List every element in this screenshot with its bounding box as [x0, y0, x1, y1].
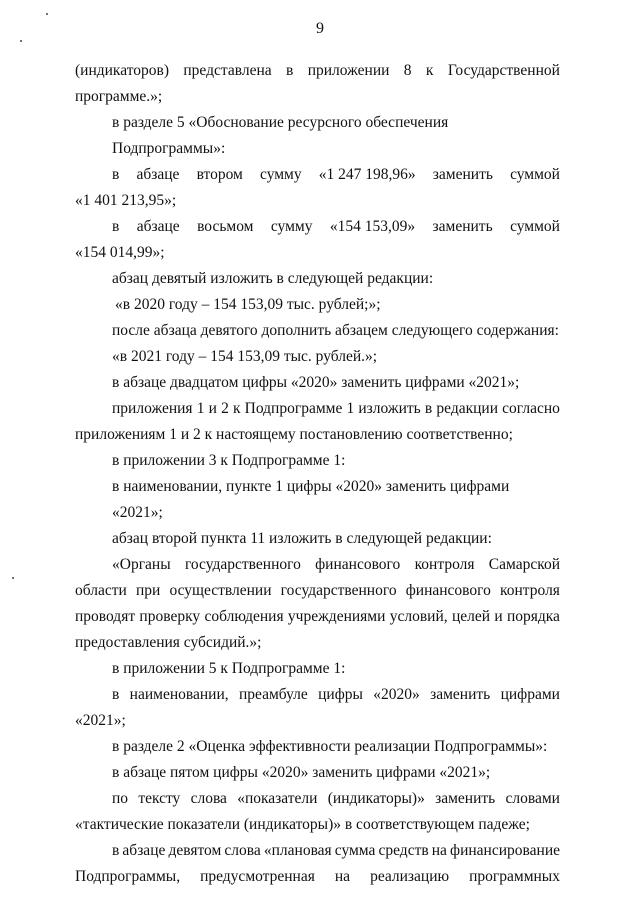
- word: области: [75, 582, 127, 599]
- word: на: [431, 842, 447, 859]
- word: финансирование: [450, 842, 560, 859]
- word: «Органы: [112, 556, 171, 573]
- word: при: [135, 582, 161, 599]
- paragraph-line: [75, 578, 560, 604]
- paragraph-line: «2021»;: [75, 712, 126, 729]
- paragraph: в разделе 5 «Обоснование ресурсного обеспечения Подпрограммы»:: [112, 114, 449, 157]
- word: суммой: [510, 166, 560, 183]
- paragraph: «в 2020 году – 154 153,09 тыс. рублей;»;: [115, 296, 381, 313]
- document-body: [75, 58, 560, 890]
- word: на: [334, 868, 351, 885]
- word: контроля: [414, 556, 475, 573]
- word: абзаце: [136, 166, 180, 183]
- word: сумму: [270, 218, 313, 235]
- paragraph-line: [75, 682, 560, 708]
- word: учреждениями: [287, 608, 386, 625]
- word: соблюдения: [204, 608, 284, 625]
- word: 1: [346, 400, 355, 417]
- word: «показатели: [237, 790, 318, 807]
- word: финансового: [315, 556, 401, 573]
- word: изложить: [358, 400, 421, 417]
- paragraph-line: [75, 552, 560, 578]
- word: 8: [403, 62, 412, 79]
- word: «154 153,09»: [329, 218, 416, 235]
- word: в: [112, 842, 120, 859]
- paragraph-line: [75, 838, 560, 864]
- word: к: [232, 400, 241, 417]
- word: к: [425, 62, 434, 79]
- paragraph: в приложении 5 к Подпрограмме 1:: [112, 660, 346, 677]
- paragraph-line: «1 401 213,95»;: [75, 192, 177, 209]
- word: восьмом: [197, 218, 254, 235]
- paragraph: абзац девятый изложить в следующей редакции:: [112, 270, 434, 287]
- word: программных: [469, 868, 560, 885]
- word: финансового: [405, 582, 491, 599]
- scan-speck: [20, 40, 22, 42]
- word: словами: [505, 790, 560, 807]
- paragraph-line: предоставления субсидий.»;: [75, 634, 262, 651]
- word: и: [494, 608, 503, 625]
- word: «2020»: [373, 686, 420, 703]
- word: проводят: [75, 608, 136, 625]
- word: в: [424, 400, 433, 417]
- scan-speck: [46, 13, 48, 15]
- word: цифры: [318, 686, 363, 703]
- word: 2: [221, 400, 229, 417]
- word: (индикаторов): [75, 62, 170, 79]
- word: предусмотренная: [200, 868, 315, 885]
- word: в: [112, 166, 120, 183]
- paragraph: в наименовании, пункте 1 цифры «2020» заменить цифрами «2021»;: [112, 478, 510, 521]
- paragraph-line: «тактические показатели (индикаторы)» в соответствующем падеже;: [75, 816, 530, 833]
- word: наименовании,: [129, 686, 229, 703]
- paragraph: в приложении 3 к Подпрограмме 1:: [112, 452, 346, 469]
- page-number: 9: [316, 20, 324, 37]
- word: Подпрограммы,: [75, 868, 181, 885]
- word: в: [286, 62, 294, 79]
- word: сумму: [260, 166, 302, 183]
- word: в: [112, 218, 120, 235]
- word: по: [112, 790, 129, 807]
- word: редакции: [436, 400, 499, 417]
- word: заменить: [430, 686, 491, 703]
- word: согласно: [502, 400, 560, 417]
- word: в: [112, 686, 120, 703]
- paragraph: в разделе 2 «Оценка эффективности реализации Подпрограммы»:: [112, 738, 548, 755]
- word: Государственной: [447, 62, 560, 79]
- word: цифрами: [500, 686, 560, 703]
- word: контроля: [500, 582, 560, 599]
- word: заменить: [432, 218, 493, 235]
- word: заменить: [435, 790, 496, 807]
- word: порядка: [506, 608, 560, 625]
- paragraph-line: «154 014,99»;: [75, 244, 165, 261]
- word: осуществлении: [169, 582, 272, 599]
- word: представлена: [183, 62, 272, 79]
- word: «плановая: [263, 842, 332, 859]
- word: приложении: [307, 62, 390, 79]
- paragraph-line: [75, 864, 560, 890]
- word: «1 247 198,96»: [318, 166, 416, 183]
- word: государственного: [280, 582, 397, 599]
- word: суммой: [510, 218, 560, 235]
- word: тексту: [138, 790, 181, 807]
- word: и: [208, 400, 217, 417]
- paragraph-line: приложениям 1 и 2 к настоящему постановлению соответственно;: [75, 426, 513, 443]
- word: втором: [196, 166, 243, 183]
- paragraph-line: [75, 214, 560, 240]
- word: средств: [378, 842, 429, 859]
- word: (индикаторы)»: [327, 790, 425, 807]
- word: преамбуле: [238, 686, 308, 703]
- word: государственного: [184, 556, 301, 573]
- paragraph: в абзаце пятом цифры «2020» заменить цифрами «2021»;: [112, 764, 491, 781]
- word: приложения: [112, 400, 193, 417]
- paragraph-line: программе.»;: [75, 88, 163, 105]
- word: проверку: [139, 608, 201, 625]
- word: абзаце: [122, 842, 166, 859]
- paragraph: после абзаца девятого дополнить абзацем следующего содержания:: [112, 322, 559, 339]
- paragraph-line: [75, 786, 560, 812]
- word: слова: [224, 842, 261, 859]
- word: девятом: [168, 842, 222, 859]
- word: слова: [190, 790, 227, 807]
- scan-speck: [12, 577, 14, 579]
- paragraph-line: [75, 604, 560, 630]
- paragraph: «в 2021 году – 154 153,09 тыс. рублей.»;: [112, 348, 378, 365]
- word: Самарской: [488, 556, 560, 573]
- word: заменить: [432, 166, 493, 183]
- paragraph: в абзаце двадцатом цифры «2020» заменить цифрами «2021»;: [112, 374, 520, 391]
- word: целей: [451, 608, 491, 625]
- paragraph-line: [75, 58, 560, 84]
- paragraph: абзац второй пункта 11 изложить в следующей редакции:: [112, 530, 492, 547]
- word: 1: [196, 400, 205, 417]
- word: абзаце: [136, 218, 180, 235]
- word: условий,: [389, 608, 448, 625]
- paragraph-line: [75, 396, 560, 422]
- paragraph-line: [75, 162, 560, 188]
- word: Подпрограмме: [244, 400, 343, 417]
- word: реализацию: [370, 868, 450, 885]
- word: сумма: [334, 842, 376, 859]
